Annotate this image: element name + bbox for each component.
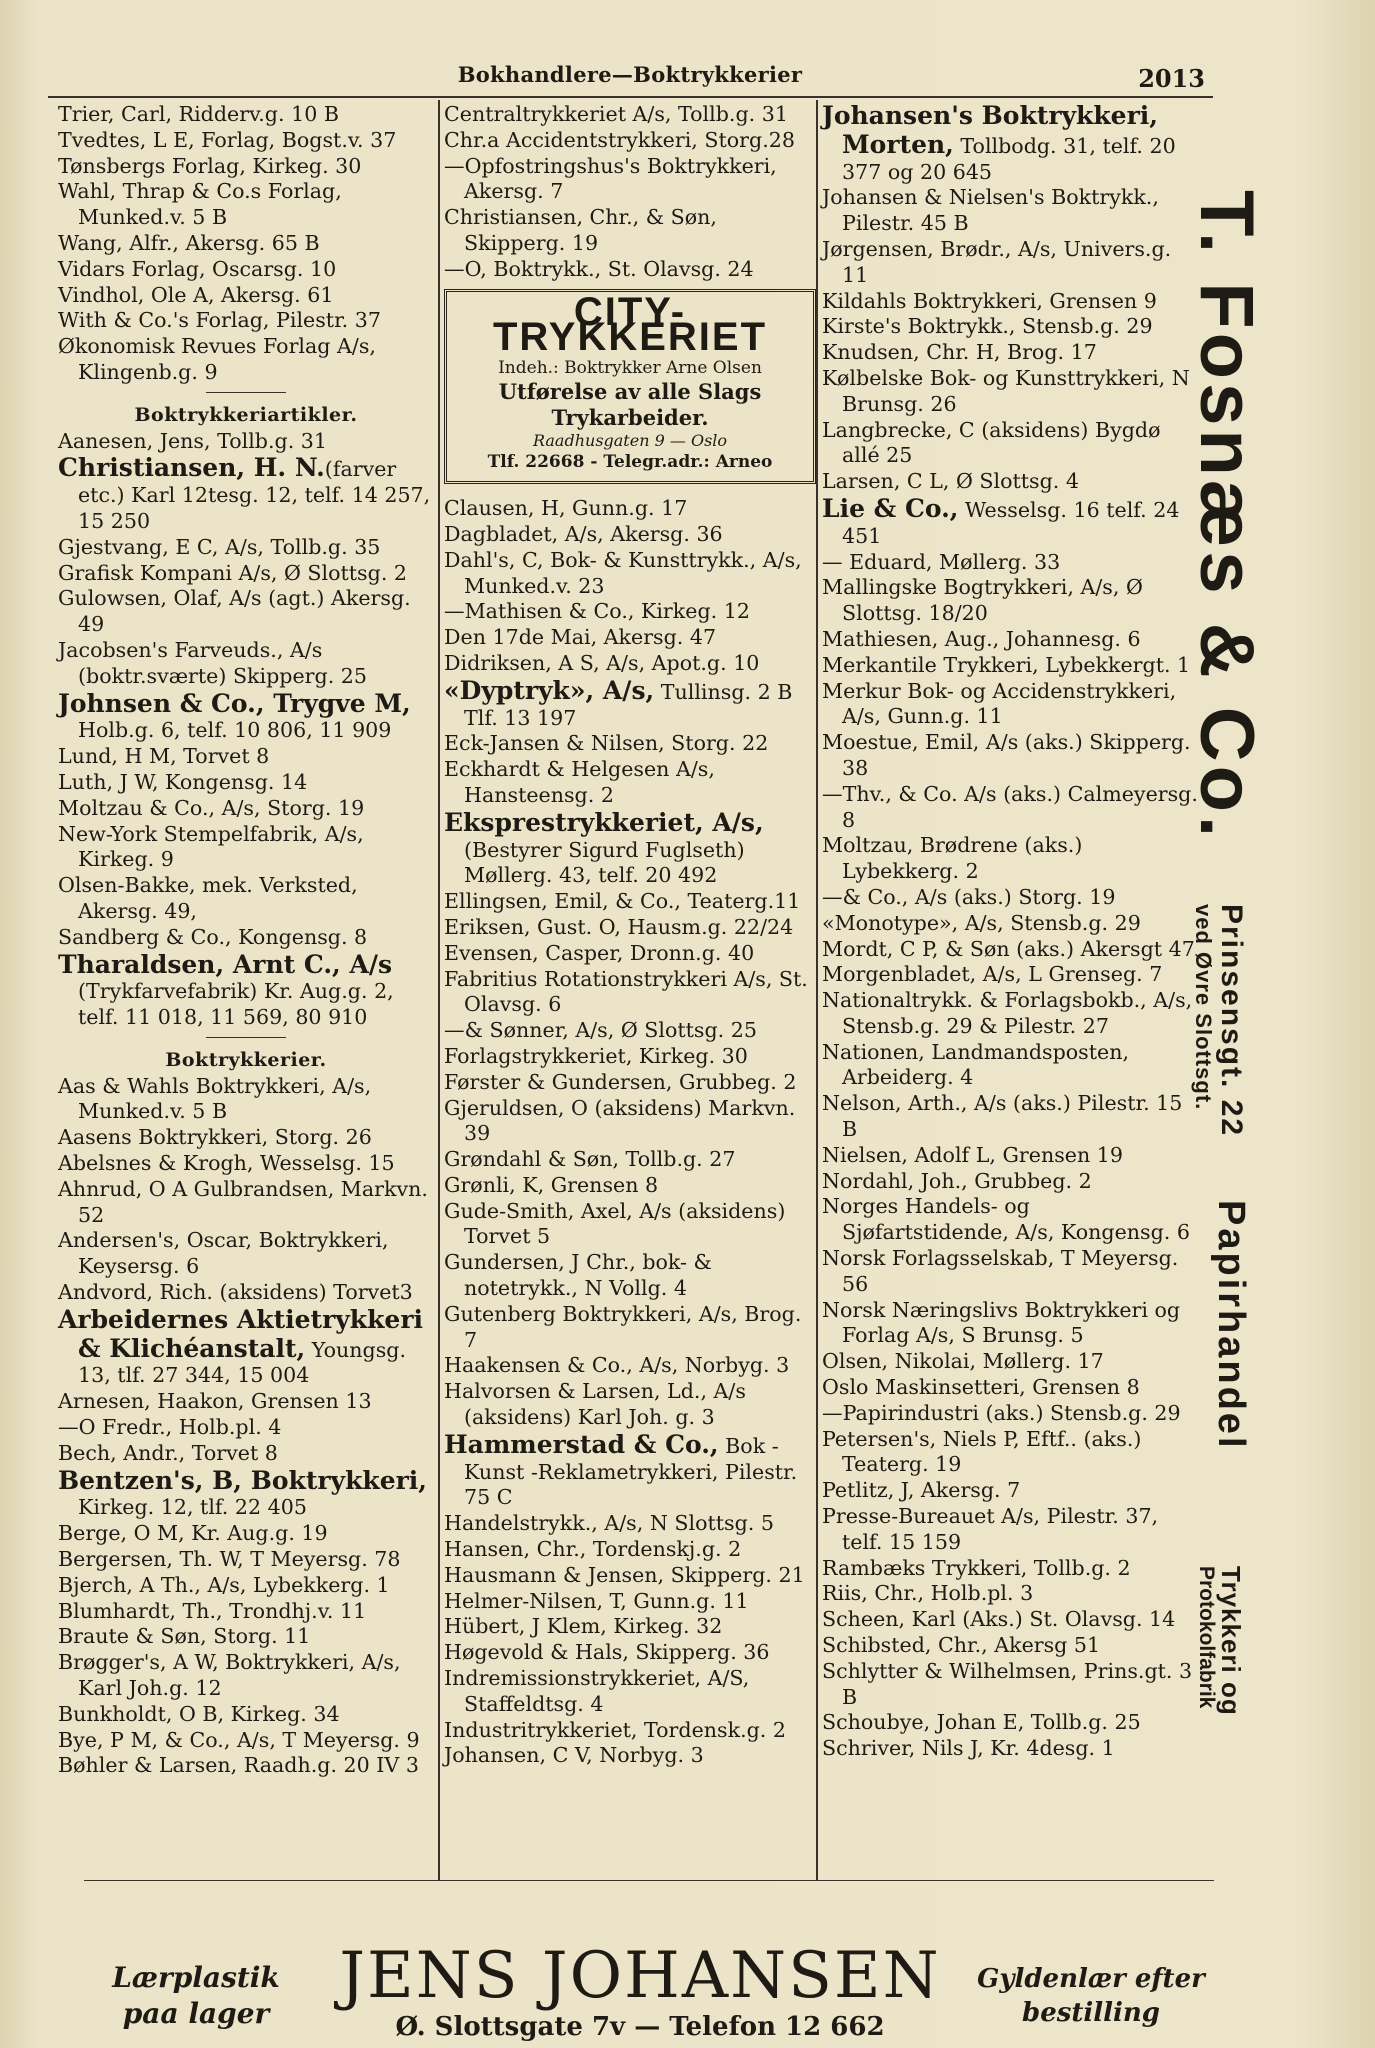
directory-entry: Braute & Søn, Storg. 11 — [58, 1624, 311, 1649]
directory-entry: —O Fredr., Holb.pl. 4 — [58, 1415, 282, 1440]
jens-johansen-ad — [0, 1939, 1375, 2042]
directory-entry: Kildahls Boktrykkeri, Grensen 9 — [822, 288, 1157, 313]
footer-company-name: JENS JOHANSEN — [339, 1939, 941, 2013]
directory-entry: Gutenberg Boktrykkeri, A/s, Brog. 7 — [444, 1301, 802, 1352]
directory-entry: Knudsen, Chr. H, Brog. 17 — [822, 340, 1097, 365]
directory-entry: Tvedtes, L E, Forlag, Bogst.v. 37 — [58, 127, 397, 152]
entry-bold-name: Christiansen, H. N. — [58, 453, 325, 483]
directory-entry: —Opfostringshus's Boktrykkeri, Akersg. 7 — [444, 153, 777, 204]
directory-entry: Kølbelske Bok- og Kunsttrykkeri, N Brunsg. 26 — [822, 365, 1190, 416]
directory-entry: Olsen, Nikolai, Møllerg. 17 — [822, 1349, 1104, 1374]
directory-entry: Vidars Forlag, Oscarsg. 10 — [58, 256, 337, 281]
directory-entry: Schoubye, Johan E, Tollb.g. 25 — [822, 1710, 1141, 1735]
directory-entry: Jørgensen, Brødr., A/s, Univers.g. 11 — [822, 236, 1172, 287]
directory-entry: Bergersen, Th. W, T Meyersg. 78 — [58, 1547, 401, 1572]
entry-bold-name: Bentzen's, B, Boktrykkeri, — [58, 1465, 428, 1495]
directory-entry: Aasens Boktrykkeri, Storg. 26 — [58, 1125, 372, 1150]
column-3 — [822, 102, 1202, 1762]
directory-entry: Bøhler & Larsen, Raadh.g. 20 IV 3 — [58, 1753, 419, 1778]
column-1 — [58, 102, 434, 1779]
directory-entry: Sandberg & Co., Kongensg. 8 — [58, 924, 368, 949]
directory-entry: Arbeidernes Aktietrykkeri & Klichéanstalt, Youngsg. 13, tlf. 27 344, 15 004 — [58, 1304, 424, 1388]
directory-entry: Indremissionstrykkeriet, A/S, Staffeldtsg. 4 — [444, 1666, 750, 1716]
directory-entry: —O, Boktrykk., St. Olavsg. 24 — [444, 256, 754, 281]
side-ad-line3: Protokolfabrik — [1195, 1566, 1218, 1709]
directory-entry: —Papirindustri (aks.) Stensb.g. 29 — [822, 1400, 1181, 1425]
directory-entry: Chr.a Accidentstrykkeri, Storg.28 — [444, 127, 795, 152]
directory-entry: Handelstrykk., A/s, N Slottsg. 5 — [444, 1511, 775, 1536]
directory-entry: Moltzau, Brødrene (aks.) Lybekkerg. 2 — [822, 833, 1083, 884]
directory-entry: Grønli, K, Grensen 8 — [444, 1172, 659, 1197]
side-ad-address2: ved Øvre Slottsgt. — [1191, 904, 1216, 1111]
directory-entry: Norsk Forlagsselskab, T Meyersg. 56 — [822, 1246, 1179, 1296]
directory-entry: Førster & Gundersen, Grubbeg. 2 — [444, 1069, 797, 1094]
directory-entry: Ahnrud, O A Gulbrandsen, Markvn. 52 — [58, 1176, 428, 1227]
directory-entry: Centraltrykkeriet A/s, Tollb.g. 31 — [444, 102, 788, 126]
directory-entry: Lie & Co., Wesselsg. 16 telf. 24 451 — [822, 493, 1180, 548]
directory-entry: Norsk Næringslivs Boktrykkeri og Forlag A/s, S Brunsg. 5 — [822, 1297, 1181, 1348]
directory-entry: Abelsnes & Krogh, Wesselsg. 15 — [58, 1151, 395, 1176]
side-ad-line2: Trykkeri og — [1216, 1566, 1246, 1716]
directory-entry: Hammerstad & Co., Bok - Kunst -Reklametrykkeri, Pilestr. 75 C — [444, 1429, 798, 1510]
directory-entry: Schibsted, Chr., Akersg 51 — [822, 1633, 1101, 1658]
page-header-title: Bokhandlere—Boktrykkerier — [457, 62, 803, 87]
directory-entry: Mallingske Bogtrykkeri, A/s, Ø Slottsg. 18/20 — [822, 575, 1143, 626]
directory-entry: Presse-Bureauet A/s, Pilestr. 37, telf. 15 159 — [822, 1504, 1159, 1554]
directory-entry: Nationaltrykk. & Forlagsbokb., A/s, Stensb.g. 29 & Pilestr. 27 — [822, 988, 1193, 1038]
directory-entry: Gjestvang, E C, A/s, Tollb.g. 35 — [58, 534, 381, 559]
section-title: Boktrykkeriartikler. — [134, 403, 358, 426]
directory-entry: Trier, Carl, Ridderv.g. 10 B — [58, 102, 339, 126]
directory-entry: Andersen's, Oscar, Boktrykkeri, Keysersg. 6 — [58, 1228, 389, 1279]
directory-entry: Olsen-Bakke, mek. Verksted, Akersg. 49, — [58, 873, 358, 923]
section-separator — [206, 392, 286, 393]
directory-entry: Riis, Chr., Holb.pl. 3 — [822, 1581, 1034, 1606]
directory-entry: Didriksen, A S, A/s, Apot.g. 10 — [444, 650, 760, 675]
entry-bold-name: «Dyptryk», A/s, — [444, 675, 655, 705]
directory-entry: Berge, O M, Kr. Aug.g. 19 — [58, 1521, 328, 1546]
directory-entry: Schlytter & Wilhelmsen, Prins.gt. 3 B — [822, 1658, 1193, 1709]
directory-entry: Luth, J W, Kongensg. 14 — [58, 769, 308, 794]
directory-entry: Aas & Wahls Boktrykkeri, A/s, Munked.v. 5 B — [58, 1073, 372, 1124]
directory-entry: Oslo Maskinsetteri, Grensen 8 — [822, 1375, 1140, 1400]
column-2 — [444, 102, 816, 1769]
directory-entry: Vindhol, Ole A, Akersg. 61 — [58, 282, 334, 307]
directory-entry: Hansen, Chr., Tordenskj.g. 2 — [444, 1537, 742, 1562]
footer-left-line2: paa lager — [122, 1997, 270, 2030]
footer-right-line1: Gyldenlær efter — [977, 1964, 1205, 1994]
directory-entry: Jacobsen's Farveuds., A/s (boktr.sværte) Skipperg. 25 — [58, 637, 367, 688]
footer-center — [330, 1939, 950, 2042]
directory-entry: —& Co., A/s (aks.) Storg. 19 — [822, 884, 1116, 909]
directory-entry: Fabritius Rotationstrykkeri A/s, St. Olavsg. 6 — [444, 966, 808, 1017]
directory-entry: Clausen, H, Gunn.g. 17 — [444, 496, 688, 521]
directory-entry: «Dyptryk», A/s, Tullinsg. 2 B Tlf. 13 197 — [444, 675, 793, 730]
directory-entry: Industritrykkeriet, Tordensk.g. 2 — [444, 1717, 786, 1742]
directory-entry: Eriksen, Gust. O, Hausm.g. 22/24 — [444, 914, 794, 939]
side-ad-address1: Prinsensgt. 22 — [1215, 904, 1248, 1138]
footer-address: Ø. Slottsgate 7v — Telefon 12 662 — [395, 2012, 885, 2042]
directory-entry: «Monotype», A/s, Stensb.g. 29 — [822, 910, 1141, 935]
side-ad-line1: Papirhandel — [1210, 1200, 1252, 1451]
directory-entry: Johnsen & Co., Trygve M, Holb.g. 6, telf. 10 806, 11 909 — [58, 688, 411, 743]
directory-entry: Larsen, C L, Ø Slottsg. 4 — [822, 469, 1079, 494]
section-separator — [206, 1037, 286, 1038]
section-title: Boktrykkerier. — [165, 1048, 327, 1071]
header-rule — [48, 96, 1213, 98]
page-number: 2013 — [1138, 64, 1205, 93]
column-divider — [816, 100, 818, 1880]
directory-entry: Eksprestrykkeriet, A/s, (Bestyrer Sigurd Fuglseth) Møllerg. 43, telf. 20 492 — [444, 807, 764, 888]
directory-entry: Den 17de Mai, Akersg. 47 — [444, 625, 717, 650]
directory-entry: —Thv., & Co. A/s (aks.) Calmeyersg. 8 — [822, 781, 1198, 832]
directory-entry: Gjeruldsen, O (aksidens) Markvn. 39 — [444, 1095, 796, 1146]
printers-list-right — [822, 102, 1202, 1762]
directory-entry: Johansen, C V, Norbyg. 3 — [444, 1743, 704, 1768]
directory-entry: Bunkholdt, O B, Kirkeg. 34 — [58, 1701, 340, 1726]
entry-bold-name: Eksprestrykkeriet, A/s, — [444, 807, 764, 837]
directory-entry: Økonomisk Revues Forlag A/s, Klingenb.g. 9 — [58, 334, 376, 384]
ad-contact: Tlf. 22668 - Telegr.adr.: Arneo — [487, 452, 773, 473]
directory-entry: Bjerch, A Th., A/s, Lybekkerg. 1 — [58, 1572, 390, 1597]
directory-entry: Johansen & Nielsen's Boktrykk., Pilestr. 45 B — [822, 185, 1159, 236]
directory-entry: Eck-Jansen & Nilsen, Storg. 22 — [444, 731, 769, 756]
directory-entry: Høgevold & Hals, Skipperg. 36 — [444, 1640, 770, 1665]
printers-list-top — [444, 102, 816, 283]
directory-entry: —Mathisen & Co., Kirkeg. 12 — [444, 599, 750, 624]
printing-supplies-list — [58, 429, 434, 1031]
directory-entry: Ellingsen, Emil, & Co., Teaterg.11 — [444, 889, 801, 914]
footer-right-text — [976, 1962, 1206, 2030]
directory-entry: Moltzau & Co., A/s, Storg. 19 — [58, 795, 365, 820]
directory-entry: Rambæks Trykkeri, Tollb.g. 2 — [822, 1555, 1131, 1580]
directory-entry: Christiansen, H. N.(farver etc.) Karl 12tesg. 12, telf. 14 257, 15 250 — [58, 453, 431, 533]
directory-entry: Norges Handels- og Sjøfartstidende, A/s, Kongensg. 6 — [822, 1194, 1190, 1245]
directory-entry: Arnesen, Haakon, Grensen 13 — [58, 1389, 372, 1414]
city-trykkeriet-ad — [444, 289, 816, 485]
directory-entry: Blumhardt, Th., Trondhj.v. 11 — [58, 1598, 367, 1623]
ad-company-name: CITY-TRYKKERIET — [492, 289, 768, 360]
directory-entry: Halvorsen & Larsen, Ld., A/s (aksidens) Karl Joh. g. 3 — [444, 1379, 746, 1430]
entry-bold-name: Johansen's Boktrykkeri, Morten, — [822, 101, 1158, 159]
directory-entry: Lund, H M, Torvet 8 — [58, 744, 270, 769]
directory-entry: Petersen's, Niels P, Eftf.. (aks.) Teaterg. 19 — [822, 1426, 1142, 1477]
ad-address: Raadhusgaten 9 — Oslo — [532, 431, 728, 451]
directory-entry: Hübert, J Klem, Kirkeg. 32 — [444, 1614, 723, 1639]
entry-bold-name: Hammerstad & Co., — [444, 1429, 719, 1459]
directory-entry: Petlitz, J, Akersg. 7 — [822, 1478, 1021, 1503]
directory-entry: Wang, Alfr., Akersg. 65 B — [58, 230, 320, 255]
directory-entry: Eckhardt & Helgesen A/s, Hansteensg. 2 — [444, 757, 715, 807]
directory-entry: Schriver, Nils J, Kr. 4desg. 1 — [822, 1736, 1115, 1761]
directory-entry: Nielsen, Adolf L, Grensen 19 — [822, 1142, 1123, 1167]
directory-entry: Helmer-Nilsen, T, Gunn.g. 11 — [444, 1588, 749, 1613]
directory-entry: Grøndahl & Søn, Tollb.g. 27 — [444, 1147, 736, 1172]
directory-entry: New-York Stempelfabrik, A/s, Kirkeg. 9 — [58, 821, 364, 872]
directory-entry: Moestue, Emil, A/s (aks.) Skipperg. 38 — [822, 730, 1191, 780]
directory-entry: — Eduard, Møllerg. 33 — [822, 549, 1061, 574]
directory-entry: Tønsbergs Forlag, Kirkeg. 30 — [58, 153, 362, 178]
printers-list — [58, 1074, 434, 1780]
directory-entry: Wahl, Thrap & Co.s Forlag, Munked.v. 5 B — [58, 179, 342, 230]
directory-entry: Gude-Smith, Axel, A/s (aksidens) Torvet 5 — [444, 1198, 786, 1249]
directory-entry: Bentzen's, B, Boktrykkeri, Kirkeg. 12, tlf. 22 405 — [58, 1465, 428, 1520]
entry-bold-name: Arbeidernes Aktietrykkeri & Klichéanstalt, — [58, 1304, 424, 1363]
bookshop-list — [58, 102, 434, 386]
directory-entry: Dagbladet, A/s, Akersg. 36 — [444, 521, 723, 546]
directory-entry: —& Sønner, A/s, Ø Slottsg. 25 — [444, 1018, 757, 1043]
entry-bold-name: Tharaldsen, Arnt C., A/s — [58, 949, 393, 979]
footer-rule — [84, 1880, 1214, 1881]
directory-entry: Gulowsen, Olaf, A/s (agt.) Akersg. 49 — [58, 586, 411, 637]
directory-entry: Andvord, Rich. (aksidens) Torvet3 — [58, 1280, 413, 1305]
footer-left-text — [96, 1960, 296, 2032]
directory-entry: Aanesen, Jens, Tollb.g. 31 — [58, 428, 327, 453]
footer-right-line2: bestilling — [1022, 1998, 1160, 2028]
side-ad-company: T. Fosnæs & Co. — [1184, 190, 1269, 842]
directory-entry: Hausmann & Jensen, Skipperg. 21 — [444, 1562, 805, 1587]
ad-slogan-line1: Utførelse av alle Slags — [498, 379, 762, 405]
directory-entry: With & Co.'s Forlag, Pilestr. 37 — [58, 308, 381, 333]
ad-owner: Indeh.: Boktrykker Arne Olsen — [498, 358, 762, 379]
directory-entry: Kirste's Boktrykk., Stensb.g. 29 — [822, 314, 1153, 339]
directory-entry: Merkur Bok- og Accidenstrykkeri, A/s, Gunn.g. 11 — [822, 678, 1177, 729]
directory-entry: Langbrecke, C (aksidens) Bygdø allé 25 — [822, 417, 1161, 468]
directory-entry: Johansen's Boktrykkeri, Morten, Tollbodg. 31, telf. 20 377 og 20 645 — [822, 101, 1176, 184]
directory-entry: Haakensen & Co., A/s, Norbyg. 3 — [444, 1353, 790, 1378]
directory-entry: Tharaldsen, Arnt C., A/s (Trykfarvefabrik) Kr. Aug.g. 2, telf. 11 018, 11 569, 80 910 — [58, 949, 394, 1030]
directory-entry: Mordt, C P, & Søn (aks.) Akersgt 47 — [822, 936, 1195, 961]
directory-entry: Evensen, Casper, Dronn.g. 40 — [444, 940, 755, 965]
directory-entry: Grafisk Kompani A/s, Ø Slottsg. 2 — [58, 560, 408, 585]
directory-entry: Bech, Andr., Torvet 8 — [58, 1440, 278, 1465]
printers-list-main — [444, 496, 816, 1769]
directory-entry: Mathiesen, Aug., Johannesg. 6 — [822, 626, 1141, 651]
directory-entry: Nationen, Landmandsposten, Arbeiderg. 4 — [822, 1039, 1130, 1090]
entry-bold-name: Johnsen & Co., Trygve M, — [58, 688, 411, 718]
directory-entry: Morgenbladet, A/s, L Grenseg. 7 — [822, 962, 1163, 987]
column-divider — [438, 100, 440, 1880]
directory-entry: Dahl's, C, Bok- & Kunsttrykk., A/s, Munked.v. 23 — [444, 547, 802, 598]
directory-entry: Christiansen, Chr., & Søn, Skipperg. 19 — [444, 205, 717, 255]
directory-entry: Bye, P M, & Co., A/s, T Meyersg. 9 — [58, 1727, 420, 1752]
entry-bold-name: Lie & Co., — [822, 493, 959, 523]
directory-entry: Scheen, Karl (Aks.) St. Olavsg. 14 — [822, 1607, 1176, 1632]
directory-entry: Merkantile Trykkeri, Lybekkergt. 1 — [822, 652, 1191, 677]
directory-entry: Gundersen, J Chr., bok- & notetrykk., N Vollg. 4 — [444, 1250, 712, 1301]
directory-entry: Forlagstrykkeriet, Kirkeg. 30 — [444, 1043, 748, 1068]
directory-entry: Brøgger's, A W, Boktrykkeri, A/s, Karl Joh.g. 12 — [58, 1650, 401, 1701]
ad-slogan-line2: Trykarbeider. — [551, 405, 709, 431]
footer-left-line1: Lærplastik — [112, 1961, 280, 1994]
directory-entry: Nordahl, Joh., Grubbeg. 2 — [822, 1168, 1092, 1193]
directory-entry: Nelson, Arth., A/s (aks.) Pilestr. 15 B — [822, 1091, 1183, 1142]
